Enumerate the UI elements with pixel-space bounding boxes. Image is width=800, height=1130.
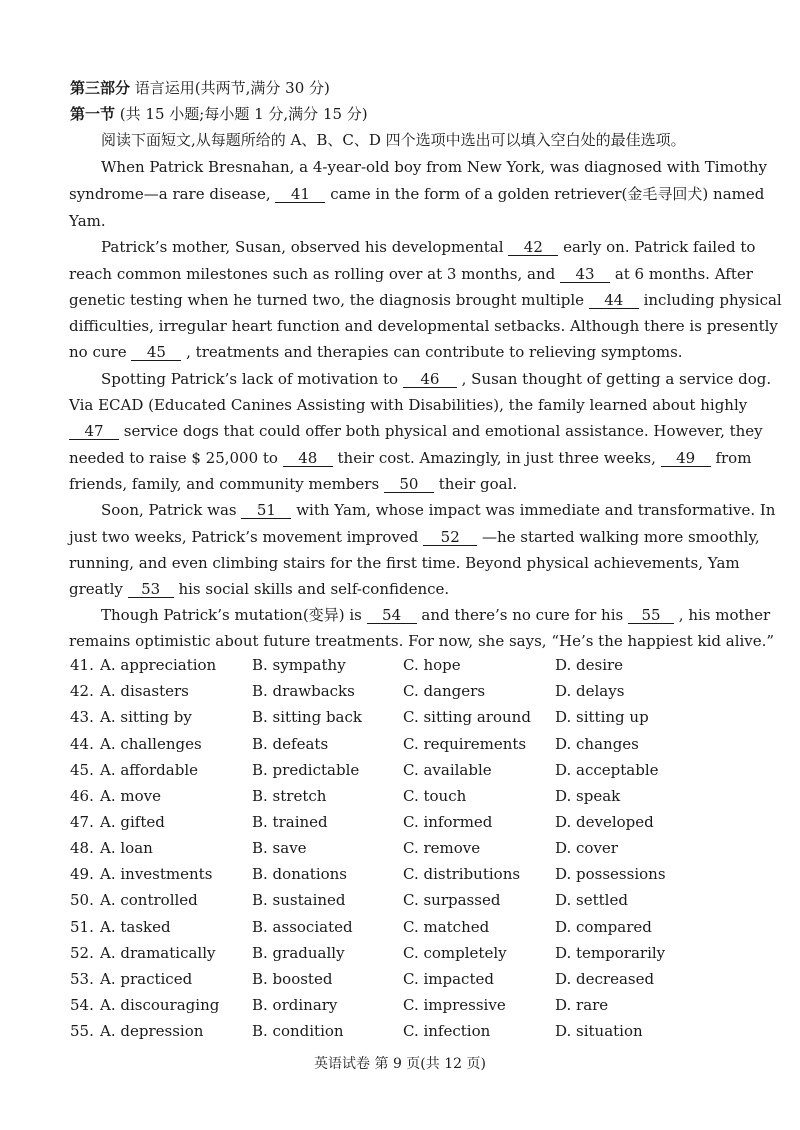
option-a: A. practiced <box>100 970 193 988</box>
passage-text: early on. Patrick failed to <box>563 238 756 256</box>
blank-54: 54 <box>367 607 417 624</box>
option-c: C. impressive <box>403 996 506 1014</box>
passage-line <box>101 369 771 389</box>
question-number: 43. <box>70 708 94 726</box>
passage-text: needed to raise $ 25,000 to <box>69 449 278 467</box>
question-number: 50. <box>70 891 94 909</box>
option-a: A. appreciation <box>100 656 217 674</box>
option-a: A. gifted <box>100 813 165 831</box>
option-a: A. challenges <box>100 735 202 753</box>
blank-53: 53 <box>128 581 174 598</box>
option-b: B. donations <box>252 865 348 883</box>
blank-47: 47 <box>69 423 119 440</box>
option-b: B. condition <box>252 1022 344 1040</box>
passage-text: including physical <box>643 291 782 309</box>
option-b: B. drawbacks <box>252 682 355 700</box>
option-b: B. boosted <box>252 970 333 988</box>
passage-line: difficulties, irregular heart function and developmental setbacks. Although there is presently <box>69 317 778 335</box>
question-row <box>70 706 710 728</box>
passage-line <box>69 421 763 441</box>
passage-text: genetic testing when he turned two, the diagnosis brought multiple <box>69 291 585 309</box>
option-d: D. cover <box>555 839 618 857</box>
blank-48: 48 <box>283 450 333 467</box>
option-b: B. predictable <box>252 761 360 779</box>
passage-text: , Susan thought of getting a service dog. <box>461 370 772 388</box>
question-number: 44. <box>70 735 94 753</box>
blank-41: 41 <box>275 186 325 203</box>
option-b: B. stretch <box>252 787 327 805</box>
option-c: C. infection <box>403 1022 491 1040</box>
question-row <box>70 863 710 885</box>
option-d: D. desire <box>555 656 624 674</box>
passage-text: came in the form of a golden retriever(金毛寻回犬) named <box>330 185 765 203</box>
passage-text: just two weeks, Patrick’s movement improved <box>69 528 419 546</box>
option-c: C. impacted <box>403 970 494 988</box>
passage-line <box>69 342 683 362</box>
passage-text: Patrick’s mother, Susan, observed his developmental <box>101 238 504 256</box>
question-number: 48. <box>70 839 94 857</box>
option-a: A. controlled <box>100 891 198 909</box>
option-d: D. possessions <box>555 865 666 883</box>
option-a: A. investments <box>100 865 213 883</box>
passage-line <box>69 264 753 284</box>
option-a: A. loan <box>100 839 153 857</box>
option-d: D. settled <box>555 891 628 909</box>
passage-text: Soon, Patrick was <box>101 501 237 519</box>
question-number: 51. <box>70 918 94 936</box>
passage-text: at 6 months. After <box>614 265 753 283</box>
passage-text: their cost. Amazingly, in just three weeks, <box>337 449 656 467</box>
passage-text: their goal. <box>438 475 518 493</box>
passage-line: running, and even climbing stairs for the first time. Beyond physical achievements, Yam <box>69 554 740 572</box>
option-a: A. sitting by <box>100 708 192 726</box>
passage-text: syndrome—a rare disease, <box>69 185 271 203</box>
passage-line: When Patrick Bresnahan, a 4-year-old boy from New York, was diagnosed with Timothy <box>101 158 768 176</box>
part-title: 第三部分 <box>70 79 131 97</box>
question-number: 55. <box>70 1022 94 1040</box>
passage-line: Yam. <box>69 212 106 230</box>
blank-50: 50 <box>384 476 434 493</box>
page-footer: 英语试卷 第 9 页(共 12 页) <box>314 1056 486 1072</box>
option-a: A. tasked <box>100 918 171 936</box>
part-header <box>70 78 330 98</box>
question-number: 46. <box>70 787 94 805</box>
question-number: 47. <box>70 813 94 831</box>
option-c: C. completely <box>403 944 507 962</box>
passage-text: no cure <box>69 343 127 361</box>
option-d: D. decreased <box>555 970 655 988</box>
blank-43: 43 <box>560 266 610 283</box>
question-row <box>70 759 710 781</box>
option-b: B. ordinary <box>252 996 338 1014</box>
blank-45: 45 <box>131 344 181 361</box>
passage-line <box>101 500 775 520</box>
question-row <box>70 837 710 859</box>
passage-text: Spotting Patrick’s lack of motivation to <box>101 370 399 388</box>
option-c: C. dangers <box>403 682 486 700</box>
instructions: 阅读下面短文,从每题所给的 A、B、C、D 四个选项中选出可以填入空白处的最佳选项。 <box>101 131 686 149</box>
question-number: 45. <box>70 761 94 779</box>
option-d: D. sitting up <box>555 708 649 726</box>
blank-49: 49 <box>661 450 711 467</box>
option-c: C. available <box>403 761 492 779</box>
question-number: 42. <box>70 682 94 700</box>
question-row <box>70 733 710 755</box>
question-row <box>70 1020 710 1042</box>
option-d: D. developed <box>555 813 654 831</box>
blank-42: 42 <box>508 239 558 256</box>
question-row <box>70 916 710 938</box>
passage-line <box>69 474 517 494</box>
question-row <box>70 942 710 964</box>
option-b: B. sitting back <box>252 708 362 726</box>
option-d: D. rare <box>555 996 609 1014</box>
option-b: B. gradually <box>252 944 345 962</box>
option-b: B. defeats <box>252 735 329 753</box>
option-c: C. informed <box>403 813 493 831</box>
passage-text: Though Patrick’s mutation(变异) is <box>101 606 362 624</box>
passage-text: reach common milestones such as rolling over at 3 months, and <box>69 265 556 283</box>
blank-46: 46 <box>403 371 457 388</box>
option-c: C. sitting around <box>403 708 531 726</box>
option-d: D. speak <box>555 787 621 805</box>
passage-line <box>69 579 449 599</box>
option-c: C. distributions <box>403 865 521 883</box>
option-b: B. sympathy <box>252 656 346 674</box>
passage-line <box>101 237 755 257</box>
option-c: C. matched <box>403 918 490 936</box>
question-number: 52. <box>70 944 94 962</box>
passage-text: service dogs that could offer both physical and emotional assistance. However, they <box>123 422 763 440</box>
option-d: D. situation <box>555 1022 643 1040</box>
passage-text: , his mother <box>678 606 771 624</box>
section-subtitle: (共 15 小题;每小题 1 分,满分 15 分) <box>119 105 368 123</box>
option-a: A. affordable <box>100 761 198 779</box>
part-subtitle: 语言运用(共两节,满分 30 分) <box>134 79 330 97</box>
blank-55: 55 <box>628 607 674 624</box>
question-row <box>70 968 710 990</box>
passage-text: from <box>715 449 752 467</box>
blank-44: 44 <box>589 292 639 309</box>
option-a: A. move <box>100 787 161 805</box>
option-b: B. associated <box>252 918 353 936</box>
option-c: C. remove <box>403 839 481 857</box>
section-title: 第一节 <box>70 105 116 123</box>
question-number: 49. <box>70 865 94 883</box>
passage-text: —he started walking more smoothly, <box>481 528 760 546</box>
passage-line <box>69 448 751 468</box>
option-d: D. compared <box>555 918 652 936</box>
option-a: A. depression <box>100 1022 204 1040</box>
blank-52: 52 <box>423 529 477 546</box>
option-c: C. surpassed <box>403 891 501 909</box>
option-d: D. delays <box>555 682 625 700</box>
passage-line <box>69 527 760 547</box>
option-b: B. trained <box>252 813 328 831</box>
option-b: B. sustained <box>252 891 346 909</box>
question-row <box>70 785 710 807</box>
passage-text: and there’s no cure for his <box>421 606 624 624</box>
option-a: A. dramatically <box>100 944 216 962</box>
option-d: D. changes <box>555 735 639 753</box>
passage-text: friends, family, and community members <box>69 475 380 493</box>
question-row <box>70 680 710 702</box>
passage-line <box>101 605 770 625</box>
passage-line <box>69 184 764 204</box>
section-header <box>70 104 368 124</box>
option-a: A. discouraging <box>100 996 220 1014</box>
option-a: A. disasters <box>100 682 189 700</box>
option-c: C. requirements <box>403 735 527 753</box>
passage-line: remains optimistic about future treatments. For now, she says, “He’s the happiest kid alive.” <box>69 632 775 650</box>
question-row <box>70 994 710 1016</box>
passage-text: with Yam, whose impact was immediate and transformative. In <box>296 501 776 519</box>
passage-line <box>69 290 782 310</box>
option-c: C. touch <box>403 787 467 805</box>
question-row <box>70 654 710 676</box>
question-number: 54. <box>70 996 94 1014</box>
option-c: C. hope <box>403 656 461 674</box>
option-d: D. temporarily <box>555 944 666 962</box>
passage-text: greatly <box>69 580 123 598</box>
option-d: D. acceptable <box>555 761 659 779</box>
question-row <box>70 889 710 911</box>
question-number: 53. <box>70 970 94 988</box>
passage-text: , treatments and therapies can contribute to relieving symptoms. <box>186 343 683 361</box>
option-b: B. save <box>252 839 307 857</box>
blank-51: 51 <box>241 502 291 519</box>
question-row <box>70 811 710 833</box>
question-number: 41. <box>70 656 94 674</box>
passage-text: his social skills and self-confidence. <box>178 580 450 598</box>
passage-line: Via ECAD (Educated Canines Assisting with Disabilities), the family learned about highly <box>69 396 748 414</box>
